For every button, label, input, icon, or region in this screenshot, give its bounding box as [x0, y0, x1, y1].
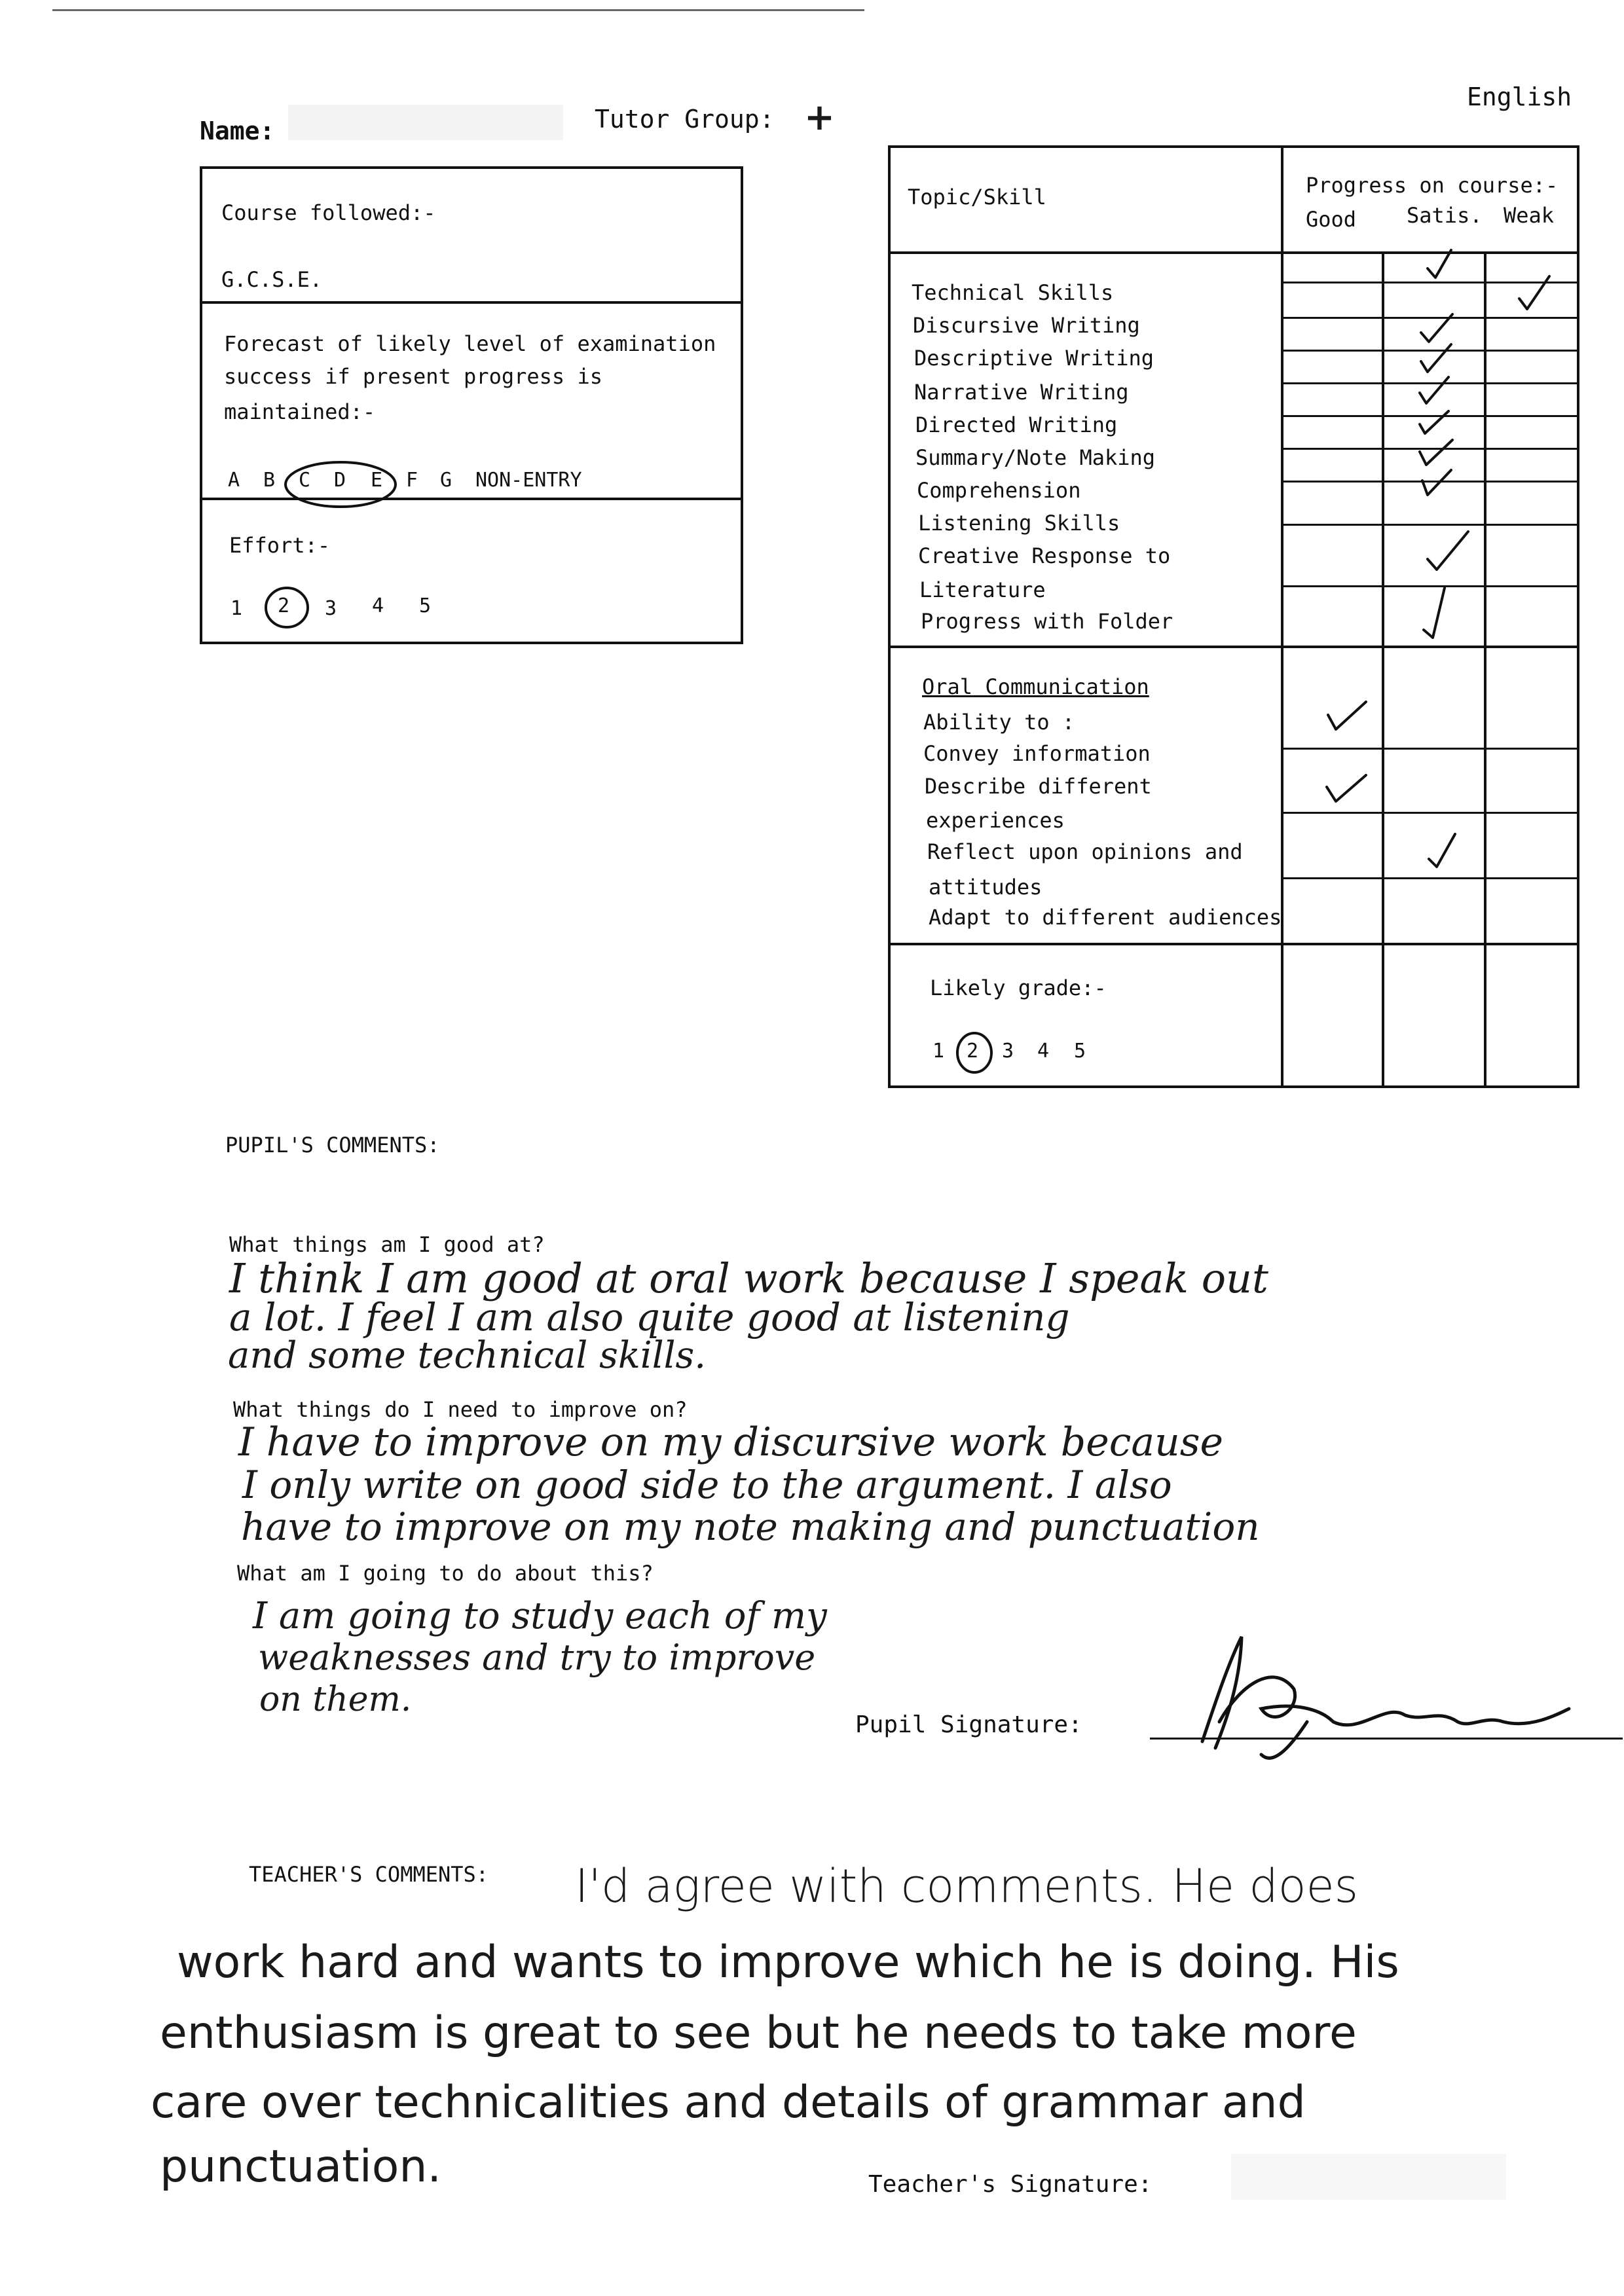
- forecast-grade-circled: E: [371, 469, 383, 492]
- tick-oral-describe: [1327, 775, 1366, 801]
- pupil-signature: [1163, 1611, 1582, 1794]
- likely-grade-circle-mark: [953, 1029, 995, 1076]
- tick-directed-writing: [1420, 377, 1449, 403]
- oral-line: experiences: [926, 808, 1065, 833]
- course-followed-label: Course followed:-: [221, 200, 436, 225]
- pupil-signature-label: Pupil Signature:: [855, 1711, 1082, 1738]
- pupil-answer-3-line: on them.: [259, 1680, 412, 1719]
- skill-label: Comprehension: [917, 478, 1081, 503]
- skill-label: Progress with Folder: [921, 609, 1173, 634]
- tick-descriptive-writing: [1421, 314, 1452, 342]
- pupil-question-2: What things do I need to improve on?: [233, 1397, 688, 1422]
- name-redacted-field: [288, 105, 563, 140]
- likely-grade-option: 3: [1002, 1040, 1014, 1063]
- skill-label: Creative Response to: [918, 543, 1171, 568]
- tick-narrative-writing: [1421, 344, 1451, 372]
- oral-communication-title: Oral Communication: [922, 674, 1149, 699]
- likely-grade-option: 5: [1074, 1040, 1086, 1063]
- column-weak: Weak: [1504, 203, 1555, 228]
- forecast-grade-circled: C: [299, 469, 311, 492]
- column-satis: Satis.: [1407, 203, 1483, 228]
- teacher-signature-label: Teacher's Signature:: [868, 2171, 1153, 2198]
- oral-line: attitudes: [929, 875, 1043, 900]
- skill-label: Discursive Writing: [913, 313, 1140, 338]
- pupil-answer-2-line: have to improve on my note making and punctuation: [241, 1504, 1260, 1549]
- forecast-line: success if present progress is: [224, 364, 602, 389]
- pupil-comments-heading: PUPIL'S COMMENTS:: [225, 1133, 440, 1157]
- teacher-comment-line: I'd agree with comments. He does: [575, 1859, 1359, 1913]
- tick-comprehension: [1420, 440, 1452, 465]
- subject-label: English: [1467, 82, 1572, 111]
- forecast-grade: G: [440, 469, 452, 492]
- forecast-grade: A: [228, 469, 240, 492]
- tick-technical-skills: [1428, 250, 1451, 278]
- progress-header: Progress on course:-: [1306, 173, 1559, 198]
- teacher-comment-line: enthusiasm is great to see but he needs to take more: [160, 2007, 1357, 2059]
- oral-line: Reflect upon opinions and: [927, 839, 1243, 864]
- pupil-answer-1-line: I think I am good at oral work because I speak out: [229, 1254, 1268, 1302]
- teacher-comments-heading: TEACHER'S COMMENTS:: [249, 1862, 489, 1887]
- tick-discursive-writing: [1519, 276, 1549, 309]
- forecast-line: maintained:-: [224, 399, 376, 424]
- effort-label: Effort:-: [229, 533, 331, 558]
- effort-circle-mark: [262, 584, 312, 631]
- forecast-grade-circled: D: [334, 469, 346, 492]
- pupil-answer-2-line: I have to improve on my discursive work because: [238, 1419, 1224, 1465]
- teacher-signature-redacted: [1231, 2154, 1506, 2200]
- oral-line: Convey information: [923, 741, 1151, 766]
- forecast-circle-mark: [282, 453, 399, 516]
- effort-option: 5: [419, 594, 432, 617]
- likely-grade-option: 4: [1037, 1040, 1050, 1063]
- tutor-group-value: +: [804, 96, 835, 139]
- tick-listening-skills: [1422, 470, 1451, 495]
- likely-grade-label: Likely grade:-: [930, 975, 1107, 1000]
- tick-oral-reflect: [1429, 834, 1455, 867]
- effort-option: 3: [325, 597, 337, 620]
- likely-grade-option-circled: 2: [967, 1040, 979, 1063]
- pupil-answer-1-line: a lot. I feel I am also quite good at listening: [229, 1295, 1070, 1339]
- course-value: G.C.S.E.: [221, 267, 323, 292]
- skill-label: Directed Writing: [915, 412, 1118, 437]
- skill-label: Summary/Note Making: [915, 445, 1156, 470]
- section-divider: [888, 943, 1579, 945]
- column-good: Good: [1306, 207, 1357, 232]
- skill-label: Listening Skills: [918, 511, 1120, 536]
- teacher-comment-line: care over technicalities and details of grammar and: [151, 2077, 1306, 2128]
- name-label: Name:: [200, 117, 275, 145]
- effort-option: 1: [231, 597, 243, 620]
- tick-oral-convey: [1328, 702, 1366, 729]
- pupil-question-1: What things am I good at?: [229, 1232, 545, 1257]
- pupil-answer-1-line: and some technical skills.: [228, 1334, 707, 1377]
- topic-skill-header: Topic/Skill: [908, 185, 1046, 210]
- pupil-answer-3-line: I am going to study each of my: [253, 1595, 827, 1637]
- effort-option: 4: [372, 594, 384, 617]
- skill-label: Narrative Writing: [914, 380, 1129, 405]
- skill-label: Technical Skills: [912, 280, 1114, 305]
- teacher-comment-line: work hard and wants to improve which he is doing. His: [177, 1937, 1399, 1988]
- forecast-grade: F: [406, 469, 418, 492]
- forecast-grade: NON-ENTRY: [475, 469, 582, 492]
- tick-summary-note-making: [1420, 411, 1449, 433]
- pupil-answer-2-line: I only write on good side to the argument. I also: [242, 1463, 1172, 1507]
- oral-line: Ability to :: [923, 710, 1075, 735]
- likely-grade-option: 1: [932, 1040, 945, 1063]
- skill-label: Descriptive Writing: [914, 346, 1154, 371]
- divider: [200, 301, 743, 304]
- oral-line: Describe different: [925, 774, 1152, 799]
- forecast-line: Forecast of likely level of examination: [224, 331, 716, 356]
- tick-creative-response: [1428, 532, 1468, 570]
- skill-label: Literature: [919, 577, 1046, 602]
- pupil-question-3: What am I going to do about this?: [237, 1561, 654, 1586]
- pupil-answer-3-line: weaknesses and try to improve: [258, 1637, 816, 1678]
- effort-option-circled: 2: [278, 594, 290, 617]
- forecast-grade: B: [263, 469, 276, 492]
- teacher-comment-line: punctuation.: [160, 2141, 442, 2193]
- oral-line: Adapt to different audiences: [929, 905, 1282, 930]
- progress-ticks: [1281, 244, 1579, 938]
- scan-edge-line: [52, 9, 864, 11]
- tutor-group-label: Tutor Group:: [595, 105, 775, 134]
- tick-progress-folder: [1424, 588, 1445, 638]
